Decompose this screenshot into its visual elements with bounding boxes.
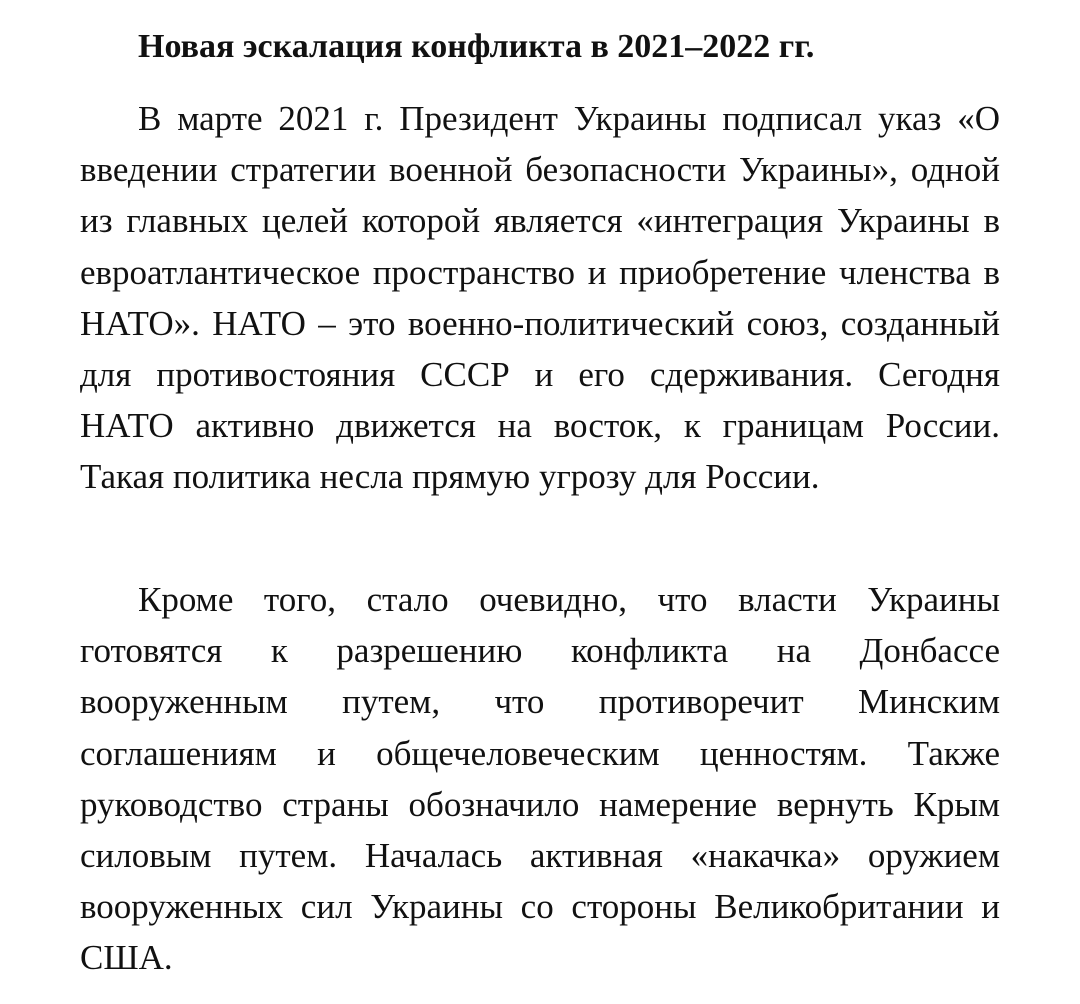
paragraph-nato-strategy: В марте 2021 г. Президент Украины подписал указ «О введении стратегии военной безопасности Украины», одной из главных целей которой является «интеграция Украины в евроатлантическое пространство и приобретение членства в НАТО». НАТО – это военно-политический союз, созданный для противостояния СССР и его сдерживания. Сегодня НАТО активно движется на восток, к границам России. Такая политика несла прямую угрозу для России. [80,99,1000,497]
paragraph-donbass-escalation: Кроме того, стало очевидно, что власти Украины готовятся к разрешению конфликта на Донбассе вооруженным путем, что противоречит Минским соглашениям и общечеловеческим ценностям. Также руководство страны обозначило намерение вернуть Крым силовым путем. Началась активная «накачка» оружием вооруженных сил Украины со стороны Великобритании и США. [80,580,1000,978]
section-heading: Новая эскалация конфликта в 2021–2022 гг. [138,28,815,65]
